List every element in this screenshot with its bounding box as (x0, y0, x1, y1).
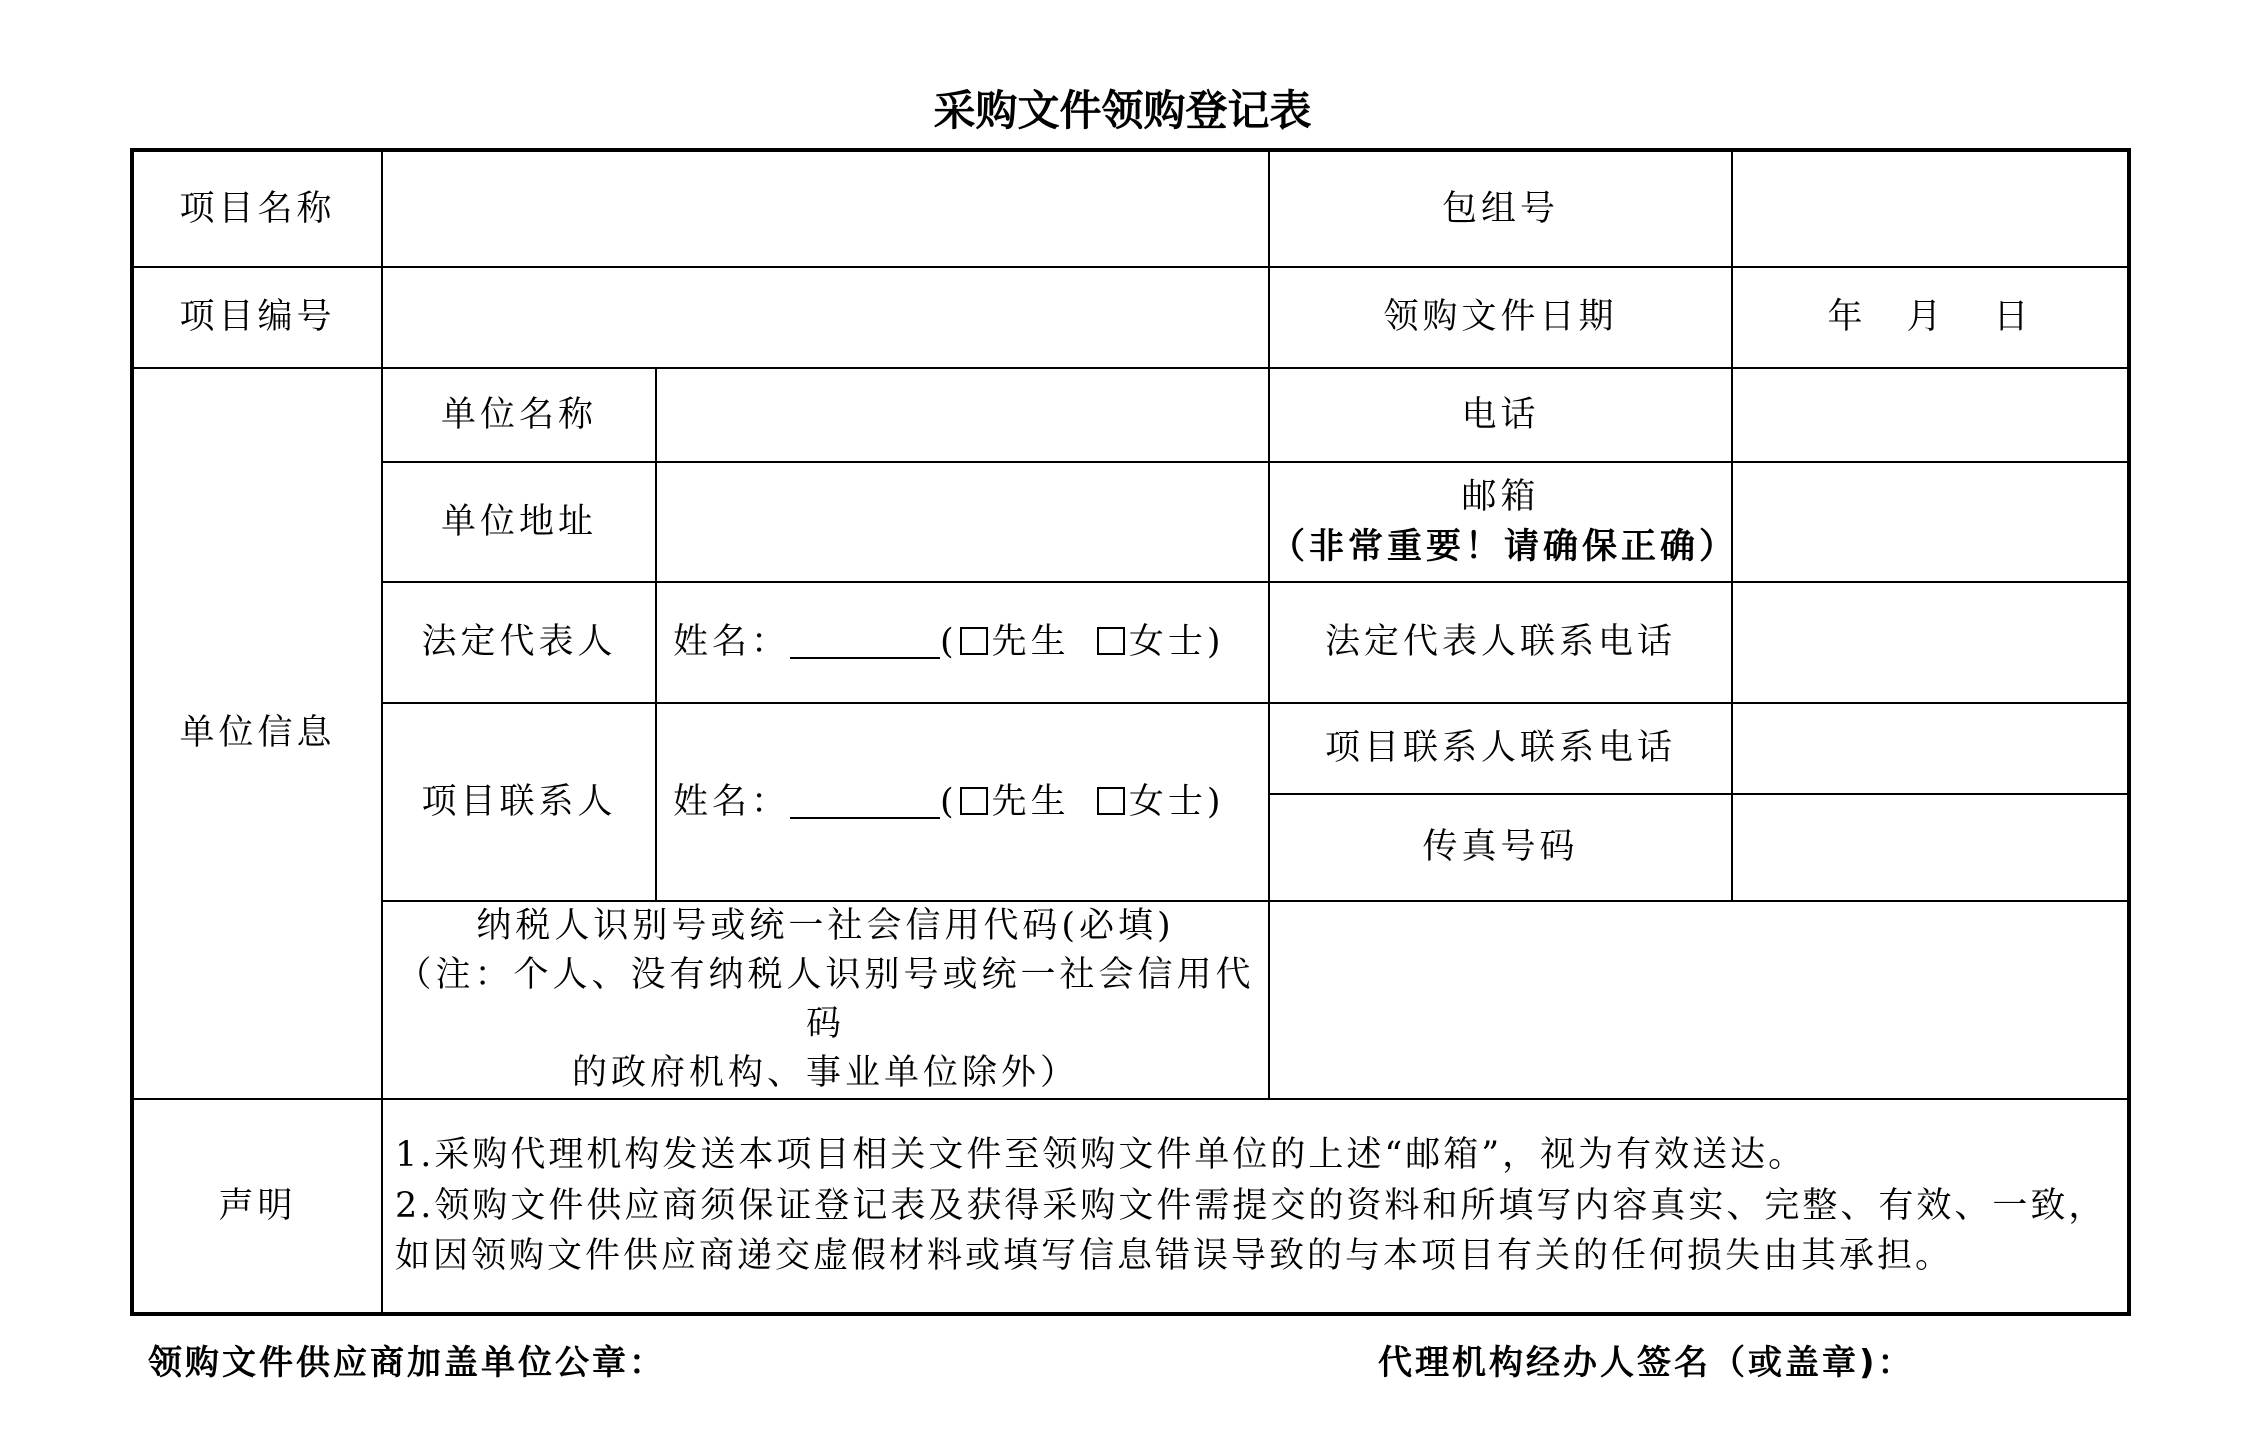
unit-name-label: 单位名称 (382, 368, 656, 462)
purchase-date-field[interactable] (1732, 267, 2129, 368)
ms-label: 女士) (1128, 622, 1225, 662)
contact-label: 项目联系人 (382, 703, 656, 901)
name-prefix: 姓名： (673, 781, 791, 822)
ms-checkbox[interactable] (1097, 787, 1125, 815)
declaration-item-2: 2.领购文件供应商须保证登记表及获得采购文件需提交的资料和所填写内容真实、完整、有效、一致，如因领购文件供应商递交虚假材料或填写信息错误导致的与本项目有关的任何损失由其承担。 (395, 1185, 2107, 1277)
row-declaration (132, 1099, 2129, 1314)
form-title: 采购文件领购登记表 (933, 86, 1312, 135)
legal-rep-name-blank[interactable] (790, 625, 940, 659)
contact-name-cell (656, 703, 1269, 901)
fax-field[interactable] (1732, 794, 2129, 901)
date-year: 年 (1827, 297, 1867, 337)
email-note: （非常重要！请确保正确） (1270, 526, 1739, 567)
unit-info-label: 单位信息 (132, 368, 382, 1099)
row-unit-name (132, 368, 2129, 462)
mr-label: 先生 (991, 622, 1070, 662)
paren-open: ( (940, 781, 958, 822)
declaration-text (382, 1099, 2129, 1314)
row-legal-rep (132, 582, 2129, 703)
phone-field[interactable] (1732, 368, 2129, 462)
declaration-item-1: 1.采购代理机构发送本项目相关文件至领购文件单位的上述“邮箱”，视为有效送达。 (395, 1134, 1807, 1175)
tax-id-label-cell (382, 901, 1269, 1099)
name-prefix: 姓名： (673, 622, 791, 662)
email-label: 邮箱 (1461, 477, 1540, 517)
fax-label: 传真号码 (1269, 794, 1732, 901)
package-label: 包组号 (1269, 150, 1732, 267)
legal-rep-phone-field[interactable] (1732, 582, 2129, 703)
paren-open: ( (940, 622, 958, 662)
project-no-field[interactable] (382, 267, 1269, 368)
project-name-field[interactable] (382, 150, 1269, 267)
declaration-label: 声明 (132, 1099, 382, 1314)
row-contact (132, 703, 2129, 794)
purchase-date-label: 领购文件日期 (1269, 267, 1732, 368)
legal-rep-label: 法定代表人 (382, 582, 656, 703)
ms-checkbox[interactable] (1097, 627, 1125, 655)
registration-form-table (130, 148, 2131, 1316)
project-no-label: 项目编号 (132, 267, 382, 368)
phone-label: 电话 (1269, 368, 1732, 462)
agent-signature-label: 代理机构经办人签名（或盖章)： (1378, 1343, 1915, 1383)
legal-rep-name-cell (656, 582, 1269, 703)
mr-checkbox[interactable] (960, 787, 988, 815)
tax-id-note-1: （注：个人、没有纳税人识别号或统一社会信用代码 (396, 955, 1255, 1044)
tax-id-note-2: 的政府机构、事业单位除外） (571, 1053, 1079, 1093)
email-field[interactable] (1732, 462, 2129, 582)
ms-label: 女士) (1128, 781, 1225, 822)
mr-label: 先生 (991, 781, 1070, 822)
date-day: 日 (1993, 297, 2033, 337)
contact-phone-field[interactable] (1732, 703, 2129, 794)
date-month: 月 (1906, 297, 1946, 337)
contact-phone-label: 项目联系人联系电话 (1269, 703, 1732, 794)
mr-checkbox[interactable] (960, 627, 988, 655)
supplier-seal-label: 领购文件供应商加盖单位公章： (148, 1343, 666, 1383)
package-field[interactable] (1732, 150, 2129, 267)
unit-name-field[interactable] (656, 368, 1269, 462)
contact-name-blank[interactable] (790, 785, 940, 819)
unit-address-field[interactable] (656, 462, 1269, 582)
row-project-no (132, 267, 2129, 368)
project-name-label: 项目名称 (132, 150, 382, 267)
row-project-name (132, 150, 2129, 267)
legal-rep-phone-label: 法定代表人联系电话 (1269, 582, 1732, 703)
tax-id-label: 纳税人识别号或统一社会信用代码(必填) (476, 906, 1175, 946)
row-tax-id (132, 901, 2129, 1099)
unit-address-label: 单位地址 (382, 462, 656, 582)
row-unit-address (132, 462, 2129, 582)
tax-id-field[interactable] (1269, 901, 2129, 1099)
email-label-cell (1269, 462, 1739, 582)
